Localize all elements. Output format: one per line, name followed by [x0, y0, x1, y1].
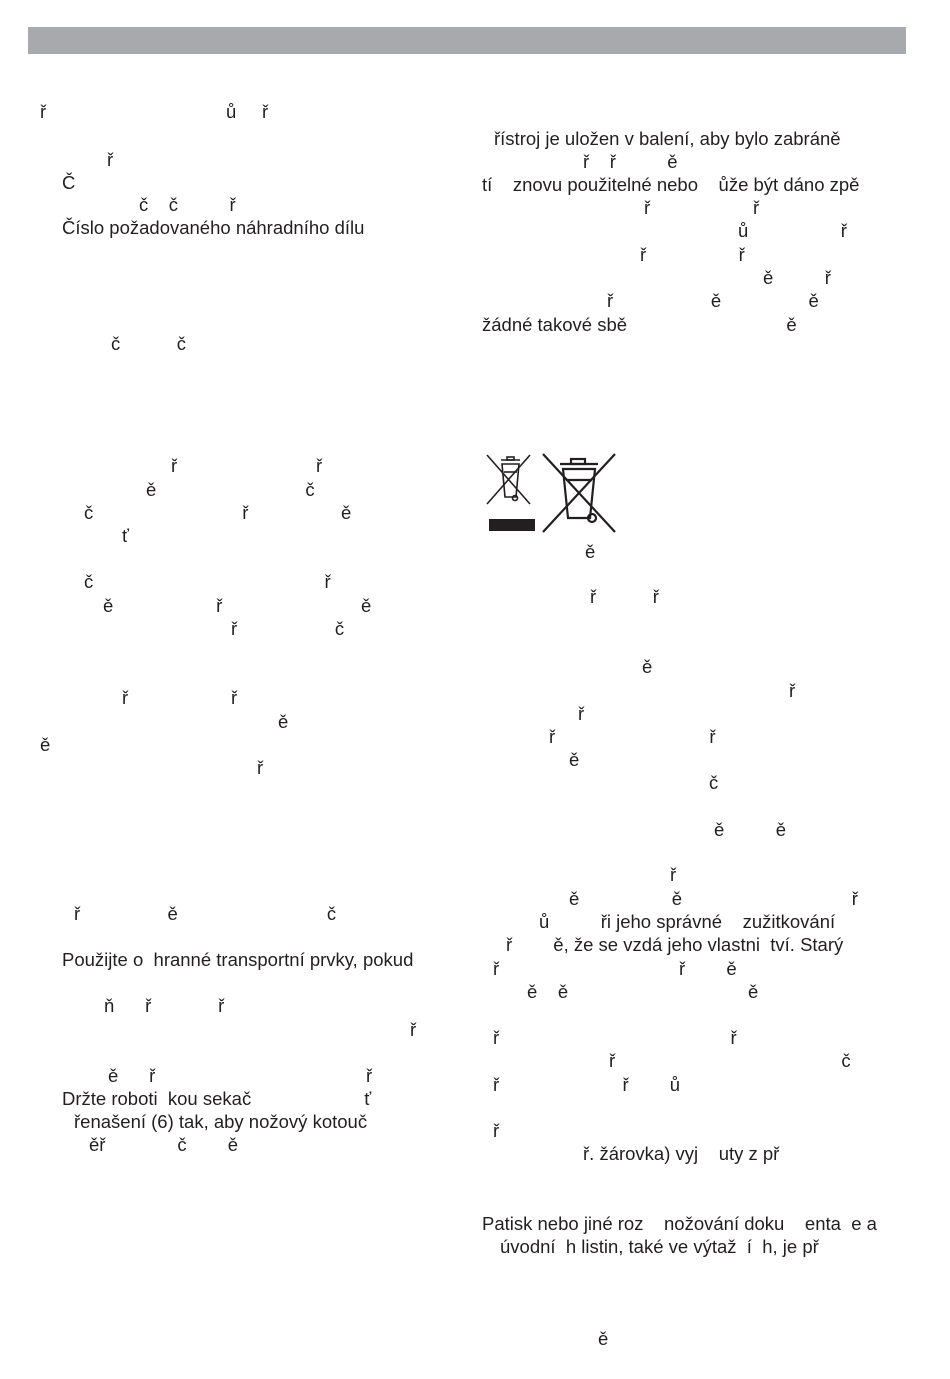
left-text-line: ř	[410, 1019, 417, 1040]
left-text-line: č ř	[84, 571, 331, 592]
left-text-line: ř ř	[171, 455, 323, 476]
right-text-line: ě ř	[763, 267, 831, 288]
right-text-line: ř ě ě	[607, 290, 819, 311]
right-text-line: ů ř	[738, 220, 847, 241]
right-text-line: ř ř ě	[493, 958, 737, 979]
left-text-line: Č	[62, 172, 76, 193]
right-text-line: ě	[585, 541, 596, 562]
left-text-line: č č	[111, 333, 187, 354]
right-text-line: ě	[569, 749, 580, 770]
right-text-line: ř	[493, 1120, 500, 1141]
left-text-line: Držte roboti kou sekač ť	[62, 1088, 372, 1109]
right-text-line: ř ř ů	[493, 1074, 681, 1095]
left-text-line: ř ř	[122, 687, 238, 708]
crossed-bin-icon	[543, 454, 615, 532]
right-text-line: ř	[578, 703, 585, 724]
left-text-line: Číslo požadovaného náhradního dílu	[62, 217, 365, 238]
left-text-line: Použijte o hranné transportní prvky, pokud	[62, 949, 414, 970]
left-text-line: ě č	[146, 479, 315, 500]
left-text-line: č ř ě	[84, 502, 352, 523]
left-text-line: ěř č ě	[89, 1134, 239, 1155]
right-text-line: ř č	[609, 1050, 851, 1071]
weee-symbols	[482, 452, 622, 536]
right-text-line: ř ř	[644, 197, 760, 218]
crossed-bin-with-bar-icon	[487, 455, 530, 504]
right-text-line: ě	[642, 656, 653, 677]
left-text-line: č č ř	[139, 194, 236, 215]
right-text-line: ě ě ř	[569, 888, 858, 909]
left-text-line: ř ů ř	[40, 101, 269, 122]
left-text-line: řenašení (6) tak, aby nožový kotouč	[74, 1111, 368, 1132]
left-text-line: ř	[257, 757, 264, 778]
left-text-line: ě ř ř	[108, 1065, 373, 1086]
left-text-line: ř	[107, 149, 114, 170]
right-text-line: ů ři jeho správné zužitkování	[539, 911, 836, 932]
right-text-line: ř ř	[640, 244, 745, 265]
right-text-line: ř ř	[590, 586, 659, 607]
right-text-line: úvodní h listin, také ve výtaž í h, je př	[500, 1236, 819, 1257]
left-text-line: ř ě č	[74, 903, 337, 924]
left-text-line: ť	[122, 525, 129, 546]
right-text-line: žádné takové sbě ě	[482, 314, 797, 335]
header-bar	[28, 27, 906, 54]
right-text-line: ř ř ě	[583, 151, 678, 172]
right-text-line: Patisk nebo jiné roz nožování doku enta e a	[482, 1213, 877, 1234]
left-text-line: ř č	[231, 618, 345, 639]
right-text-line: ř. žárovka) vyj uty z př	[583, 1143, 780, 1164]
right-text-line: tí znovu použitelné nebo ůže být dáno zpě	[482, 174, 860, 195]
right-text-line: ě ě ě	[527, 981, 759, 1002]
right-text-line: ř ř	[549, 726, 716, 747]
left-text-line: ě	[278, 711, 289, 732]
right-text-line: ř ě, že se vzdá jeho vlastni tví. Starý	[506, 934, 844, 955]
right-text-line: ř ř	[493, 1027, 737, 1048]
right-text-line: ě	[598, 1328, 609, 1349]
bar-marker	[489, 519, 535, 531]
left-text-line: ň ř ř	[104, 995, 225, 1016]
left-text-line: ě ř ě	[103, 595, 372, 616]
right-text-line: řístroj je uložen v balení, aby bylo zabráně	[494, 128, 841, 149]
right-text-line: ř	[670, 864, 677, 885]
right-text-line: ř	[789, 680, 796, 701]
right-text-line: ě ě	[714, 819, 786, 840]
right-text-line: č	[709, 772, 719, 793]
left-text-line: ě	[40, 734, 51, 755]
